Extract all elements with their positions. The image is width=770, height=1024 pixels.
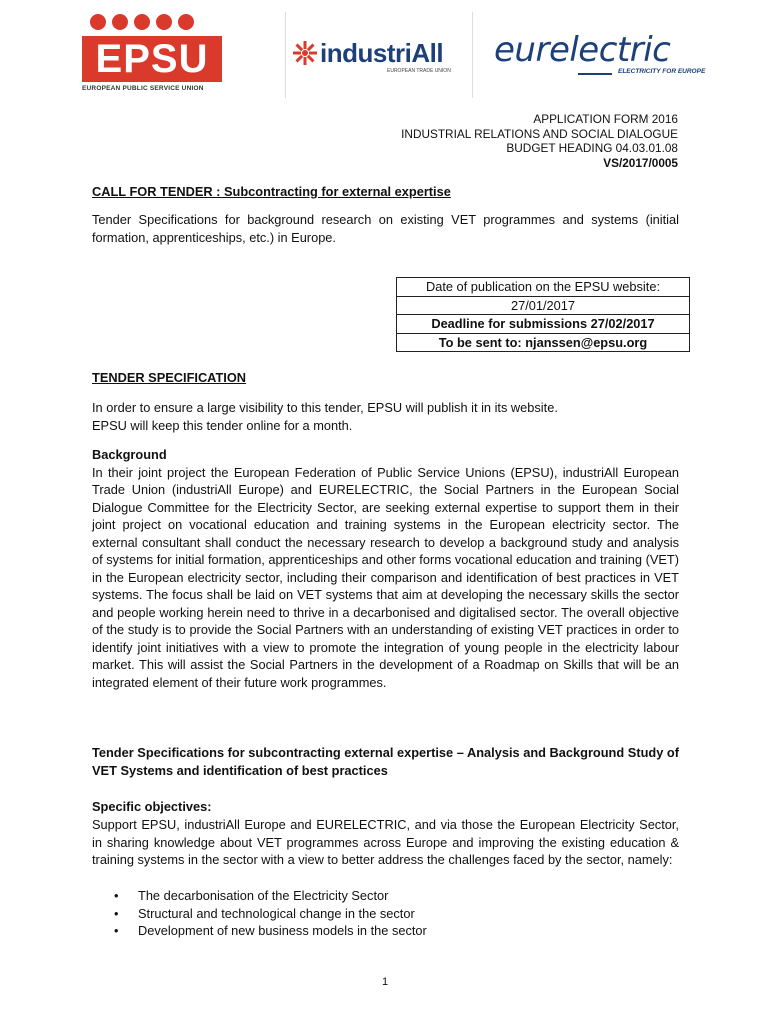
intro-paragraph: Tender Specifications for background research on existing VET programmes and systems (initial formation, apprenticeships, etc.) in Europe.	[92, 212, 679, 245]
header-line-2: INDUSTRIAL RELATIONS AND SOCIAL DIALOGUE	[401, 126, 678, 141]
header-line-3: BUDGET HEADING 04.03.01.08	[506, 141, 678, 155]
epsu-logo	[82, 14, 224, 100]
submission-email: To be sent to: njanssen@epsu.org	[438, 334, 648, 350]
visibility-line-1: In order to ensure a large visibility to this tender, EPSU will publish it in its website.	[92, 400, 558, 415]
tender-spec-heading: TENDER SPECIFICATION	[92, 370, 247, 385]
industriall-logo-wordmark: industriAll	[320, 38, 444, 68]
publication-label: Date of publication on the EPSU website:	[397, 278, 689, 297]
call-title: CALL FOR TENDER : Subcontracting for external expertise	[92, 184, 451, 199]
industriall-logo-subtitle: EUROPEAN TRADE UNION	[387, 68, 451, 74]
background-heading: Background	[92, 447, 167, 462]
eurelectric-logo	[494, 32, 719, 82]
industriall-logo	[292, 38, 472, 78]
header-line-1: APPLICATION FORM 2016	[533, 112, 678, 126]
application-header	[401, 112, 678, 170]
header-reference: VS/2017/0005	[603, 155, 678, 170]
list-item: • Structural and technological change in the sector	[92, 905, 679, 923]
objectives-list	[92, 887, 679, 940]
specifications-heading: Tender Specifications for subcontracting external expertise – Analysis and Background Study of VET Systems and identification of best practices	[92, 745, 679, 778]
publication-date: 27/01/2017	[397, 297, 689, 316]
logo-bar	[0, 0, 770, 110]
objectives-heading: Specific objectives:	[92, 799, 212, 814]
publication-date-box	[396, 277, 690, 352]
submission-deadline: Deadline for submissions 27/02/2017	[397, 315, 689, 334]
epsu-logo-wordmark: EPSU	[82, 36, 222, 82]
background-paragraph: In their joint project the European Federation of Public Service Unions (EPSU), industriAll European Trade Union (industriAll Europe) and EURELECTRIC, the Social Partners in the European Social Dialogue Committee for the Electricity Sector, are seeking external expertise to support them in their joint project on vocational education and training systems in the European electricity sector. The external consultant shall conduct the necessary research to develop a background study and analysis of systems for initial formation, apprenticeships and other forms vocational education and training (VET) in the European electricity sector, including their comparison and identification of best practices in VET systems. The focus shall be laid on VET systems that aim at developing the necessary skills the sector and people working herein need to thrive in a decarbonised and digitalised sector. The overall objective of the study is to provide the Social Partners with an understanding of existing VET practices in order to identify joint initiatives with a view to promote the integration of young people in the electricity labour market. This will assist the Social Partners in the development of a Roadmap on Skills that will be an integrated element of their future work programmes.	[92, 464, 679, 690]
epsu-logo-subtitle: EUROPEAN PUBLIC SERVICE UNION	[82, 85, 204, 92]
list-item: • Development of new business models in the sector	[92, 922, 679, 940]
eurelectric-logo-wordmark: eurelectric	[494, 30, 671, 70]
epsu-logo-dots	[90, 14, 224, 30]
eurelectric-logo-subtitle: ELECTRICITY FOR EUROPE	[618, 68, 706, 75]
objectives-paragraph: Support EPSU, industriAll Europe and EURELECTRIC, and via those the European Electricity Sector, in sharing knowledge about VET programmes across Europe and improving the existing education & training systems in the sector with a view to better address the challenges faced by the sector, namely:	[92, 817, 679, 867]
industriall-emblem-icon	[292, 40, 318, 66]
eurelectric-logo-rule	[578, 72, 612, 76]
visibility-paragraph	[92, 399, 679, 434]
list-item: • The decarbonisation of the Electricity Sector	[92, 887, 679, 905]
visibility-line-2: EPSU will keep this tender online for a month.	[92, 417, 353, 433]
page-number: 1	[381, 976, 389, 988]
